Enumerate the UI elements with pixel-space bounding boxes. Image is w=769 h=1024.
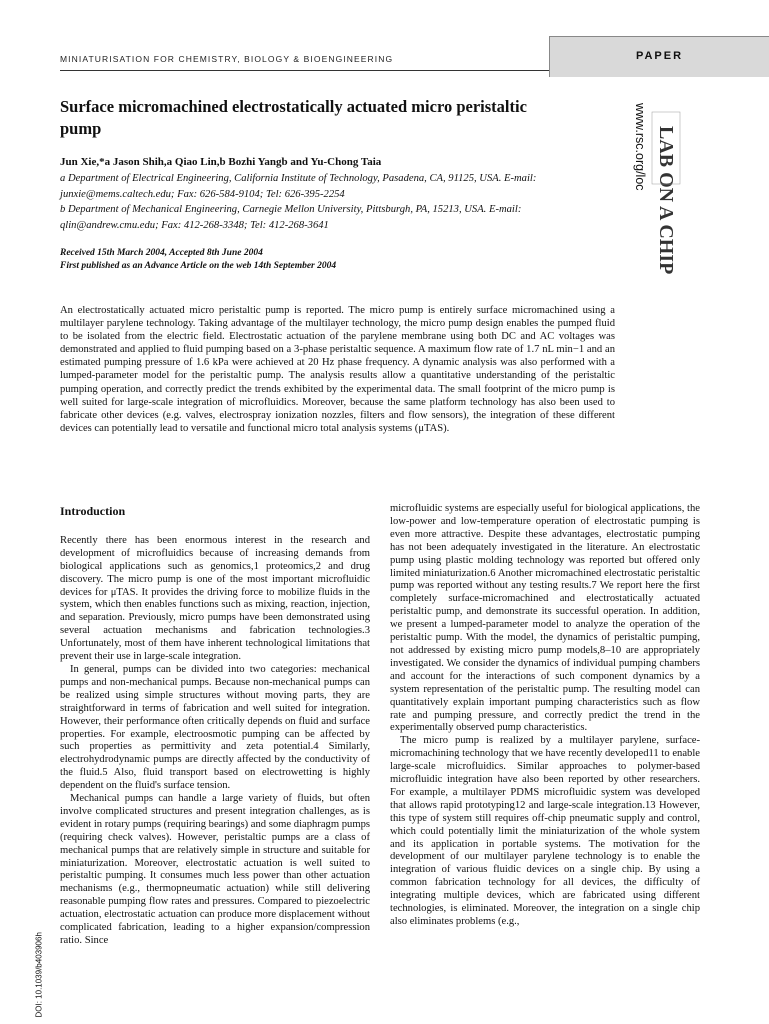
paragraph: microfluidic systems are especially useful for biological applications, the low-power and low-temperature operation of electrostatic pumping is even more attractive. Despite these advantages, electrostatic pumping has not been adequately investigated in the literature. An electrostatic pump using plastic molding technology was reported but offered only limited miniaturization.6 Another micromachined electrostatic peristaltic pump was reported without any testing results.7 We report here the first completely surface-micromachined and electrostatically actuated peristaltic pump, and demonstrate its successful operation. In addition, we present a lumped-parameter model to analyze the operation of the peristaltic pump. With the model, the dynamics of peristaltic pumping, not addressed by existing micro pump models,8–10 are appropriately investigated. We consider the dynamics of individual pumping chambers and account for the interactions of such component dynamics by a system representation of the peristaltic pump. The resulting model can quantitatively explain important pumping characteristics such as flow rate and pumping pressure, and correctly predict the trend in the experimentally observed pump characteristics. bbox=[390, 503, 700, 734]
abstract-text: An electrostatically actuated micro peristaltic pump is reported. The micro pump is entirely surface micromachined using a multilayer parylene technology. Taking advantage of the multilayer technology, the micro pump design enables the pumped fluid to be isolated from the electric field. Electrostatic actuation of the parylene membrane using both DC and AC voltages was demonstrated and applied to fluid pumping based on a 3-phase peristaltic sequence. A maximum flow rate of 1.7 nL min−1 and an estimated pumping pressure of 1.6 kPa were achieved at 20 Hz phase frequency. A dynamic analysis was also performed with a lumped-parameter model for the peristaltic pump. The analysis results allow a quantitative understanding of the peristaltic pumping operation, and correctly predict the trends exhibited by the experimental data. The small footprint of the micro pump is well suited for large-scale integration of microfluidics. Moreover, because the same platform technology has also been used to fabricate other devices (e.g. valves, electrospray ionization nozzles, filters and flow sensors), the integration of these different devices can potentially lead to versatile and functional micro total analysis systems (μTAS). bbox=[60, 305, 615, 434]
doi-label[interactable] bbox=[32, 890, 46, 1020]
published-date: First published as an Advance Article on the web 14th September 2004 bbox=[60, 261, 337, 271]
article-type-label: PAPER bbox=[635, 50, 684, 62]
received-date: Received 15th March 2004, Accepted 8th June 2004 bbox=[60, 248, 263, 258]
logo-text: LAB ON A CHIP bbox=[655, 126, 677, 275]
article-title: Surface micromachined electrostatically actuated micro peristaltic pump bbox=[60, 97, 527, 138]
author-list: Jun Xie,*a Jason Shih,a Qiao Lin,b Bozhi Yangb and Yu-Chong Taia bbox=[60, 156, 382, 168]
paragraph: Recently there has been enormous interest in the research and development of microfluidics because of increasing demands from biological applications such as genomics,1 proteomics,2 and drug discovery. The micro pump is one of the most important microfluidic devices for μTAS. It provides the driving force to mobilize fluids in the system, which then enables functions such as mixing, reaction, injection, and separation. Previously, micro pumps have been demonstrated using several actuation mechanisms and fabrication technologies.3 Unfortunately, most of them have inherent technological limitations that prevent their use in large-scale integration. bbox=[60, 534, 370, 663]
affiliations bbox=[60, 171, 560, 233]
body-column-left bbox=[60, 505, 370, 948]
journal-website[interactable] bbox=[628, 103, 650, 234]
paragraph: Mechanical pumps can handle a large variety of fluids, but often involve complicated structures and present integration challenges, as is evident in rotary pumps (requiring bearings) and some diaphragm pumps (requiring check valves). However, peristaltic pumps are a class of mechanical pumps that are relatively simple in structure and suitable for miniaturization. Moreover, electrostatic actuation is well suited to peristaltic pumping. It consumes much less power than other actuation mechanisms (e.g., thermopneumatic actuation) while still delivering reasonable pumping flow rates and pressures. Compared to piezoelectric actuation, electrostatic actuation can produce more displacement without complicated fabrication, leading to a higher expansion/compression ratio. Since bbox=[60, 793, 370, 946]
journal-section-title: MINIATURISATION FOR CHEMISTRY, BIOLOGY & BIOENGINEERING bbox=[60, 54, 394, 64]
journal-website-text: www.rsc.org/loc bbox=[633, 103, 647, 191]
paragraph: In general, pumps can be divided into two categories: mechanical pumps and non-mechanical pumps. Because non-mechanical pumps can be realized using simple structures without moving parts, they are straightforward in terms of fabrication and well suited for integration. However, their performance often critically depends on fluid and surface properties. For example, electroosmotic pumping can be affected by such properties as permittivity and zeta potential.4 Similarly, electrohydrodynamic pumps are directly affected by the conductivity of the fluid.5 Also, fluid transport based on electrowetting is highly dependent on the fluid's surface tension. bbox=[60, 663, 370, 792]
paragraph: The micro pump is realized by a multilayer parylene, surface-micromachining technology that we have recently developed11 to enable large-scale microfluidics. Similar approaches to polymer-based microfluidic integration have also been reported by other researchers. For example, a multilayer PDMS microfluidic system was developed that allows rapid prototyping12 and large-scale integration.13 However, this type of system still requires off-chip pneumatic supply and control, which could potentially limit the miniaturization of the whole system and its application in portable systems. The motivation for the development of our multilayer parylene technology is to enable the integration of various fluidic devices on a single chip. By using a common fabrication technology for all devices, the difficulty of integrating multiple devices, which are fabricated using different technologies, is eliminated. Moreover, the integration on a single chip also eliminates problems (e.g., bbox=[390, 735, 700, 927]
doi-text: DOI: 10.1039/b403906h bbox=[34, 932, 44, 1018]
abstract bbox=[60, 304, 615, 435]
article-type-box bbox=[549, 36, 769, 77]
section-heading: Introduction bbox=[60, 504, 126, 518]
publication-dates bbox=[60, 247, 336, 273]
lab-on-a-chip-logo bbox=[650, 110, 682, 275]
affiliation-a: a Department of Electrical Engineering, California Institute of Technology, Pasadena, CA, 91125, USA. E-mail: junxie@mems.caltech.edu; Fax: 626-584-9104; Tel: 626-395-2254 bbox=[60, 173, 537, 200]
body-column-right bbox=[390, 503, 700, 929]
affiliation-b: b Department of Mechanical Engineering, Carnegie Mellon University, Pittsburgh, PA, 15213, USA. E-mail: qlin@andrew.cmu.edu; Fax: 412-268-3348; Tel: 412-268-3641 bbox=[60, 204, 522, 231]
